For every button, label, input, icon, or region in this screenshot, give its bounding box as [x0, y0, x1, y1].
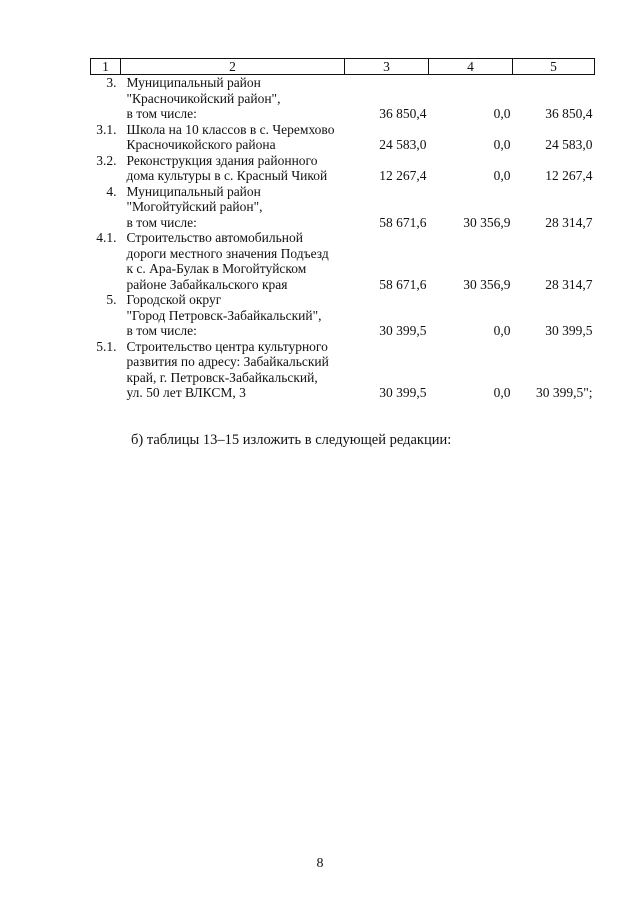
table-row [91, 184, 595, 231]
row-name-line: в том числе: [126, 214, 197, 230]
row-value-col-5: 30 399,5 [545, 323, 593, 338]
row-name-line: в том числе: [126, 323, 197, 338]
row-number: 5.1. [96, 338, 117, 354]
table-row [91, 153, 595, 184]
row-name [121, 339, 345, 401]
row-value-col-5: 12 267,4 [545, 168, 593, 183]
row-value-col-4: 0,0 [493, 168, 511, 183]
row-name-line: Школа на 10 классов в с. Черемхово [126, 121, 335, 137]
budget-table [90, 58, 595, 401]
row-value-col-5: 30 399,5"; [535, 385, 593, 400]
row-name [121, 184, 345, 231]
table-row [91, 230, 595, 292]
row-name-line: Строительство центра культурного [126, 338, 328, 354]
header-col-1: 1 [91, 59, 121, 75]
row-number: 4.1. [96, 230, 117, 245]
row-number: 3.1. [96, 121, 117, 137]
row-name-line: Строительство автомобильной [126, 230, 303, 245]
row-name-line: дома культуры в с. Красный Чикой [126, 168, 328, 183]
row-name-line: край, г. Петровск-Забайкальский, [126, 369, 318, 385]
row-name-line: Муниципальный район [126, 183, 261, 199]
row-name-line: ул. 50 лет ВЛКСМ, 3 [126, 385, 246, 400]
row-value-col-4: 0,0 [493, 323, 511, 338]
table-row [91, 75, 595, 122]
header-col-4: 4 [429, 59, 513, 75]
row-name [121, 122, 345, 153]
row-value-col-5: 24 583,0 [545, 137, 593, 152]
row-name-line: к с. Ара-Булак в Могойтуйском [126, 261, 307, 276]
header-col-5: 5 [513, 59, 595, 75]
row-name-line: Реконструкция здания районного [126, 152, 318, 168]
intro-paragraph: б) таблицы 13–15 изложить в следующей редакции: [131, 432, 452, 448]
row-value-col-5: 28 314,7 [545, 276, 593, 292]
row-name-line: районе Забайкальского края [126, 276, 288, 292]
row-name-line: "Могойтуйский район", [126, 199, 263, 214]
row-value-col-3: 36 850,4 [379, 106, 427, 121]
table-header [91, 59, 595, 75]
row-value-col-3: 30 399,5 [379, 323, 427, 338]
row-name-line: Красночикойского района [126, 137, 276, 152]
row-name-line: в том числе: [126, 106, 197, 121]
row-value-col-4: 30 356,9 [463, 214, 511, 230]
table-body [91, 75, 595, 401]
table-row [91, 292, 595, 339]
row-name [121, 230, 345, 292]
page-number: 8 [316, 856, 324, 871]
row-value-col-4: 0,0 [493, 137, 511, 152]
header-col-3: 3 [345, 59, 429, 75]
row-value-col-4: 0,0 [493, 385, 511, 400]
row-number: 3.2. [96, 152, 117, 168]
row-name-line: дороги местного значения Подъезд [126, 245, 329, 261]
header-row [91, 59, 595, 75]
row-number: 5. [106, 292, 117, 307]
row-value-col-4: 0,0 [493, 106, 511, 121]
row-name-line: развития по адресу: Забайкальский [126, 354, 329, 369]
row-name-line: Муниципальный район [126, 75, 261, 90]
row-value-col-4: 30 356,9 [463, 276, 511, 292]
row-value-col-3: 58 671,6 [379, 214, 427, 230]
row-name-line: "Город Петровск-Забайкальский", [126, 307, 322, 323]
row-number: 4. [106, 183, 117, 199]
row-value-col-3: 30 399,5 [379, 385, 427, 400]
table-row [91, 122, 595, 153]
row-value-col-5: 28 314,7 [545, 214, 593, 230]
row-name [121, 153, 345, 184]
row-value-col-3: 24 583,0 [379, 137, 427, 152]
row-name-line: Городской округ [126, 292, 222, 307]
row-name [121, 75, 345, 122]
header-col-2: 2 [121, 59, 345, 75]
table-row [91, 339, 595, 401]
row-name-line: "Красночикойский район", [126, 90, 281, 106]
row-number: 3. [106, 75, 117, 90]
row-value-col-3: 12 267,4 [379, 168, 427, 183]
row-value-col-3: 58 671,6 [379, 276, 427, 292]
row-value-col-5: 36 850,4 [545, 106, 593, 121]
row-name [121, 292, 345, 339]
